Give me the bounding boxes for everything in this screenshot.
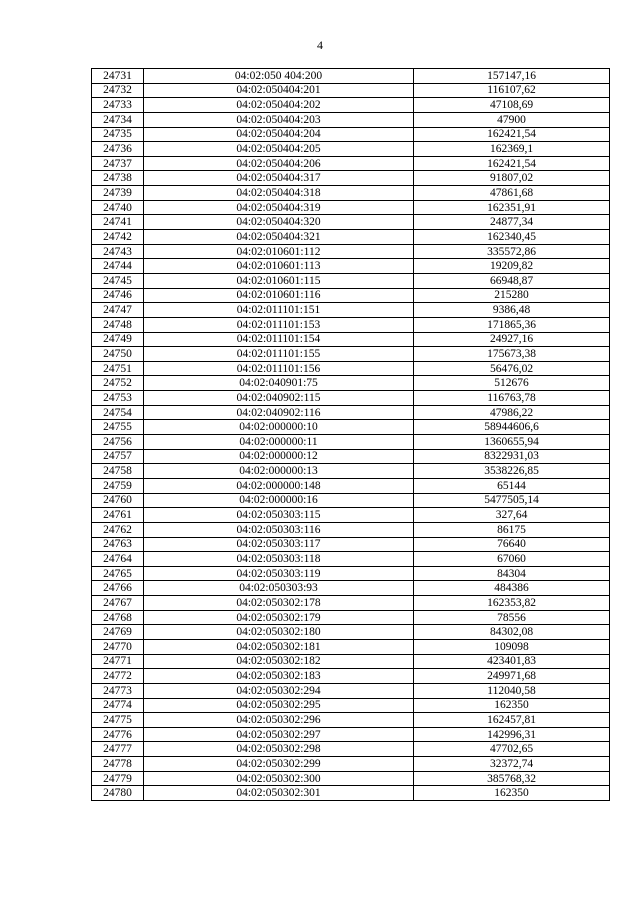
row-number-cell: 24764: [92, 552, 144, 567]
row-number-cell: 24775: [92, 713, 144, 728]
value-cell: 65144: [414, 478, 610, 493]
row-number-cell: 24746: [92, 288, 144, 303]
value-cell: 162350: [414, 786, 610, 801]
table-row: [92, 273, 610, 288]
value-cell: 32372,74: [414, 757, 610, 772]
cadastral-number-cell: 04:02:050404:204: [144, 127, 414, 142]
cadastral-number-cell: 04:02:000000:12: [144, 449, 414, 464]
cadastral-number-cell: 04:02:000000:16: [144, 493, 414, 508]
value-cell: 175673,38: [414, 347, 610, 362]
value-cell: 19209,82: [414, 259, 610, 274]
table-row: [92, 669, 610, 684]
value-cell: 56476,02: [414, 361, 610, 376]
row-number-cell: 24763: [92, 537, 144, 552]
table-row: [92, 727, 610, 742]
cadastral-number-cell: 04:02:010601:113: [144, 259, 414, 274]
table-row: [92, 156, 610, 171]
cadastral-number-cell: 04:02:050404:205: [144, 142, 414, 157]
table-row: [92, 786, 610, 801]
cadastral-number-cell: 04:02:011101:151: [144, 303, 414, 318]
value-cell: 47702,65: [414, 742, 610, 757]
value-cell: 157147,16: [414, 69, 610, 84]
table-row: [92, 713, 610, 728]
row-number-cell: 24739: [92, 186, 144, 201]
cadastral-number-cell: 04:02:011101:156: [144, 361, 414, 376]
cadastral-number-cell: 04:02:010601:115: [144, 273, 414, 288]
value-cell: 76640: [414, 537, 610, 552]
cadastral-number-cell: 04:02:050302:181: [144, 639, 414, 654]
table-row: [92, 244, 610, 259]
row-number-cell: 24752: [92, 376, 144, 391]
row-number-cell: 24737: [92, 156, 144, 171]
cadastral-number-cell: 04:02:050404:318: [144, 186, 414, 201]
table-row: [92, 552, 610, 567]
cadastral-number-cell: 04:02:050302:299: [144, 757, 414, 772]
cadastral-number-cell: 04:02:011101:153: [144, 317, 414, 332]
value-cell: 249971,68: [414, 669, 610, 684]
row-number-cell: 24736: [92, 142, 144, 157]
table-row: [92, 420, 610, 435]
row-number-cell: 24770: [92, 639, 144, 654]
table-row: [92, 654, 610, 669]
cadastral-number-cell: 04:02:050404:203: [144, 112, 414, 127]
value-cell: 24877,34: [414, 215, 610, 230]
table-row: [92, 112, 610, 127]
cadastral-number-cell: 04:02:050404:321: [144, 230, 414, 245]
row-number-cell: 24745: [92, 273, 144, 288]
table-row: [92, 332, 610, 347]
table-row: [92, 493, 610, 508]
row-number-cell: 24735: [92, 127, 144, 142]
cadastral-number-cell: 04:02:050302:178: [144, 596, 414, 611]
table-row: [92, 522, 610, 537]
cadastral-number-cell: 04:02:050302:297: [144, 727, 414, 742]
cadastral-number-cell: 04:02:050303:117: [144, 537, 414, 552]
table-row: [92, 771, 610, 786]
table-row: [92, 405, 610, 420]
cadastral-number-cell: 04:02:050404:317: [144, 171, 414, 186]
cadastral-number-cell: 04:02:050303:93: [144, 581, 414, 596]
row-number-cell: 24738: [92, 171, 144, 186]
cadastral-number-cell: 04:02:050302:300: [144, 771, 414, 786]
cadastral-number-cell: 04:02:040902:116: [144, 405, 414, 420]
value-cell: 47108,69: [414, 98, 610, 113]
row-number-cell: 24733: [92, 98, 144, 113]
value-cell: 162421,54: [414, 156, 610, 171]
value-cell: 327,64: [414, 508, 610, 523]
row-number-cell: 24761: [92, 508, 144, 523]
table-row: [92, 83, 610, 98]
cadastral-number-cell: 04:02:050302:296: [144, 713, 414, 728]
table-row: [92, 698, 610, 713]
cadastral-number-cell: 04:02:050404:206: [144, 156, 414, 171]
cadastral-number-cell: 04:02:050303:119: [144, 566, 414, 581]
value-cell: 162353,82: [414, 596, 610, 611]
value-cell: 5477505,14: [414, 493, 610, 508]
table-row: [92, 303, 610, 318]
cadastral-number-cell: 04:02:050302:298: [144, 742, 414, 757]
row-number-cell: 24777: [92, 742, 144, 757]
value-cell: 335572,86: [414, 244, 610, 259]
table-row: [92, 347, 610, 362]
table-row: [92, 288, 610, 303]
cadastral-number-cell: 04:02:050404:319: [144, 200, 414, 215]
cadastral-number-cell: 04:02:011101:155: [144, 347, 414, 362]
value-cell: 109098: [414, 639, 610, 654]
table-row: [92, 142, 610, 157]
table-row: [92, 478, 610, 493]
row-number-cell: 24765: [92, 566, 144, 581]
row-number-cell: 24749: [92, 332, 144, 347]
table-row: [92, 127, 610, 142]
row-number-cell: 24747: [92, 303, 144, 318]
row-number-cell: 24769: [92, 625, 144, 640]
row-number-cell: 24756: [92, 435, 144, 450]
row-number-cell: 24740: [92, 200, 144, 215]
value-cell: 58944606,6: [414, 420, 610, 435]
table-row: [92, 683, 610, 698]
cadastral-number-cell: 04:02:000000:148: [144, 478, 414, 493]
cadastral-number-cell: 04:02:050302:179: [144, 610, 414, 625]
value-cell: 9386,48: [414, 303, 610, 318]
table-row: [92, 625, 610, 640]
value-cell: 162340,45: [414, 230, 610, 245]
cadastral-number-cell: 04:02:050302:180: [144, 625, 414, 640]
table-row: [92, 215, 610, 230]
value-cell: 171865,36: [414, 317, 610, 332]
value-cell: 116763,78: [414, 391, 610, 406]
cadastral-number-cell: 04:02:050404:202: [144, 98, 414, 113]
value-cell: 215280: [414, 288, 610, 303]
value-cell: 162457,81: [414, 713, 610, 728]
value-cell: 8322931,03: [414, 449, 610, 464]
row-number-cell: 24766: [92, 581, 144, 596]
row-number-cell: 24741: [92, 215, 144, 230]
value-cell: 162351,91: [414, 200, 610, 215]
row-number-cell: 24754: [92, 405, 144, 420]
table-row: [92, 171, 610, 186]
row-number-cell: 24760: [92, 493, 144, 508]
cadastral-number-cell: 04:02:050303:116: [144, 522, 414, 537]
row-number-cell: 24767: [92, 596, 144, 611]
value-cell: 385768,32: [414, 771, 610, 786]
value-cell: 24927,16: [414, 332, 610, 347]
table-row: [92, 610, 610, 625]
table-row: [92, 742, 610, 757]
cadastral-value-table: [91, 68, 610, 801]
table-row: [92, 200, 610, 215]
value-cell: 423401,83: [414, 654, 610, 669]
table-row: [92, 259, 610, 274]
row-number-cell: 24758: [92, 464, 144, 479]
table-row: [92, 449, 610, 464]
cadastral-number-cell: 04:02:050303:115: [144, 508, 414, 523]
value-cell: 3538226,85: [414, 464, 610, 479]
value-cell: 86175: [414, 522, 610, 537]
row-number-cell: 24776: [92, 727, 144, 742]
table-row: [92, 639, 610, 654]
cadastral-number-cell: 04:02:000000:13: [144, 464, 414, 479]
value-cell: 91807,02: [414, 171, 610, 186]
value-cell: 47900: [414, 112, 610, 127]
row-number-cell: 24778: [92, 757, 144, 772]
row-number-cell: 24742: [92, 230, 144, 245]
table-row: [92, 69, 610, 84]
cadastral-number-cell: 04:02:011101:154: [144, 332, 414, 347]
row-number-cell: 24750: [92, 347, 144, 362]
value-cell: 112040,58: [414, 683, 610, 698]
cadastral-number-cell: 04:02:010601:116: [144, 288, 414, 303]
value-cell: 142996,31: [414, 727, 610, 742]
row-number-cell: 24780: [92, 786, 144, 801]
table-row: [92, 376, 610, 391]
value-cell: 47861,68: [414, 186, 610, 201]
row-number-cell: 24732: [92, 83, 144, 98]
table-row: [92, 317, 610, 332]
row-number-cell: 24744: [92, 259, 144, 274]
table-row: [92, 464, 610, 479]
table-row: [92, 435, 610, 450]
cadastral-number-cell: 04:02:050303:118: [144, 552, 414, 567]
row-number-cell: 24774: [92, 698, 144, 713]
table-row: [92, 566, 610, 581]
row-number-cell: 24771: [92, 654, 144, 669]
cadastral-number-cell: 04:02:000000:11: [144, 435, 414, 450]
row-number-cell: 24734: [92, 112, 144, 127]
cadastral-number-cell: 04:02:050 404:200: [144, 69, 414, 84]
value-cell: 116107,62: [414, 83, 610, 98]
row-number-cell: 24779: [92, 771, 144, 786]
row-number-cell: 24753: [92, 391, 144, 406]
table-row: [92, 757, 610, 772]
table-row: [92, 98, 610, 113]
table-row: [92, 508, 610, 523]
table-row: [92, 361, 610, 376]
row-number-cell: 24748: [92, 317, 144, 332]
cadastral-number-cell: 04:02:050302:294: [144, 683, 414, 698]
value-cell: 67060: [414, 552, 610, 567]
table-row: [92, 186, 610, 201]
value-cell: 47986,22: [414, 405, 610, 420]
table-row: [92, 596, 610, 611]
row-number-cell: 24772: [92, 669, 144, 684]
cadastral-number-cell: 04:02:010601:112: [144, 244, 414, 259]
table-row: [92, 230, 610, 245]
page-number: 4: [317, 38, 323, 52]
value-cell: 484386: [414, 581, 610, 596]
row-number-cell: 24731: [92, 69, 144, 84]
table-row: [92, 391, 610, 406]
value-cell: 78556: [414, 610, 610, 625]
value-cell: 1360655,94: [414, 435, 610, 450]
row-number-cell: 24768: [92, 610, 144, 625]
cadastral-number-cell: 04:02:040902:115: [144, 391, 414, 406]
cadastral-number-cell: 04:02:050302:295: [144, 698, 414, 713]
row-number-cell: 24755: [92, 420, 144, 435]
table-body: [92, 69, 610, 801]
cadastral-number-cell: 04:02:050404:320: [144, 215, 414, 230]
row-number-cell: 24743: [92, 244, 144, 259]
cadastral-number-cell: 04:02:040901:75: [144, 376, 414, 391]
cadastral-number-cell: 04:02:050302:301: [144, 786, 414, 801]
value-cell: 162350: [414, 698, 610, 713]
value-cell: 162369,1: [414, 142, 610, 157]
cadastral-number-cell: 04:02:050302:182: [144, 654, 414, 669]
row-number-cell: 24759: [92, 478, 144, 493]
row-number-cell: 24773: [92, 683, 144, 698]
table-row: [92, 581, 610, 596]
row-number-cell: 24757: [92, 449, 144, 464]
cadastral-number-cell: 04:02:000000:10: [144, 420, 414, 435]
value-cell: 66948,87: [414, 273, 610, 288]
value-cell: 512676: [414, 376, 610, 391]
value-cell: 84304: [414, 566, 610, 581]
row-number-cell: 24751: [92, 361, 144, 376]
cadastral-number-cell: 04:02:050404:201: [144, 83, 414, 98]
row-number-cell: 24762: [92, 522, 144, 537]
value-cell: 162421,54: [414, 127, 610, 142]
table-row: [92, 537, 610, 552]
cadastral-number-cell: 04:02:050302:183: [144, 669, 414, 684]
value-cell: 84302,08: [414, 625, 610, 640]
